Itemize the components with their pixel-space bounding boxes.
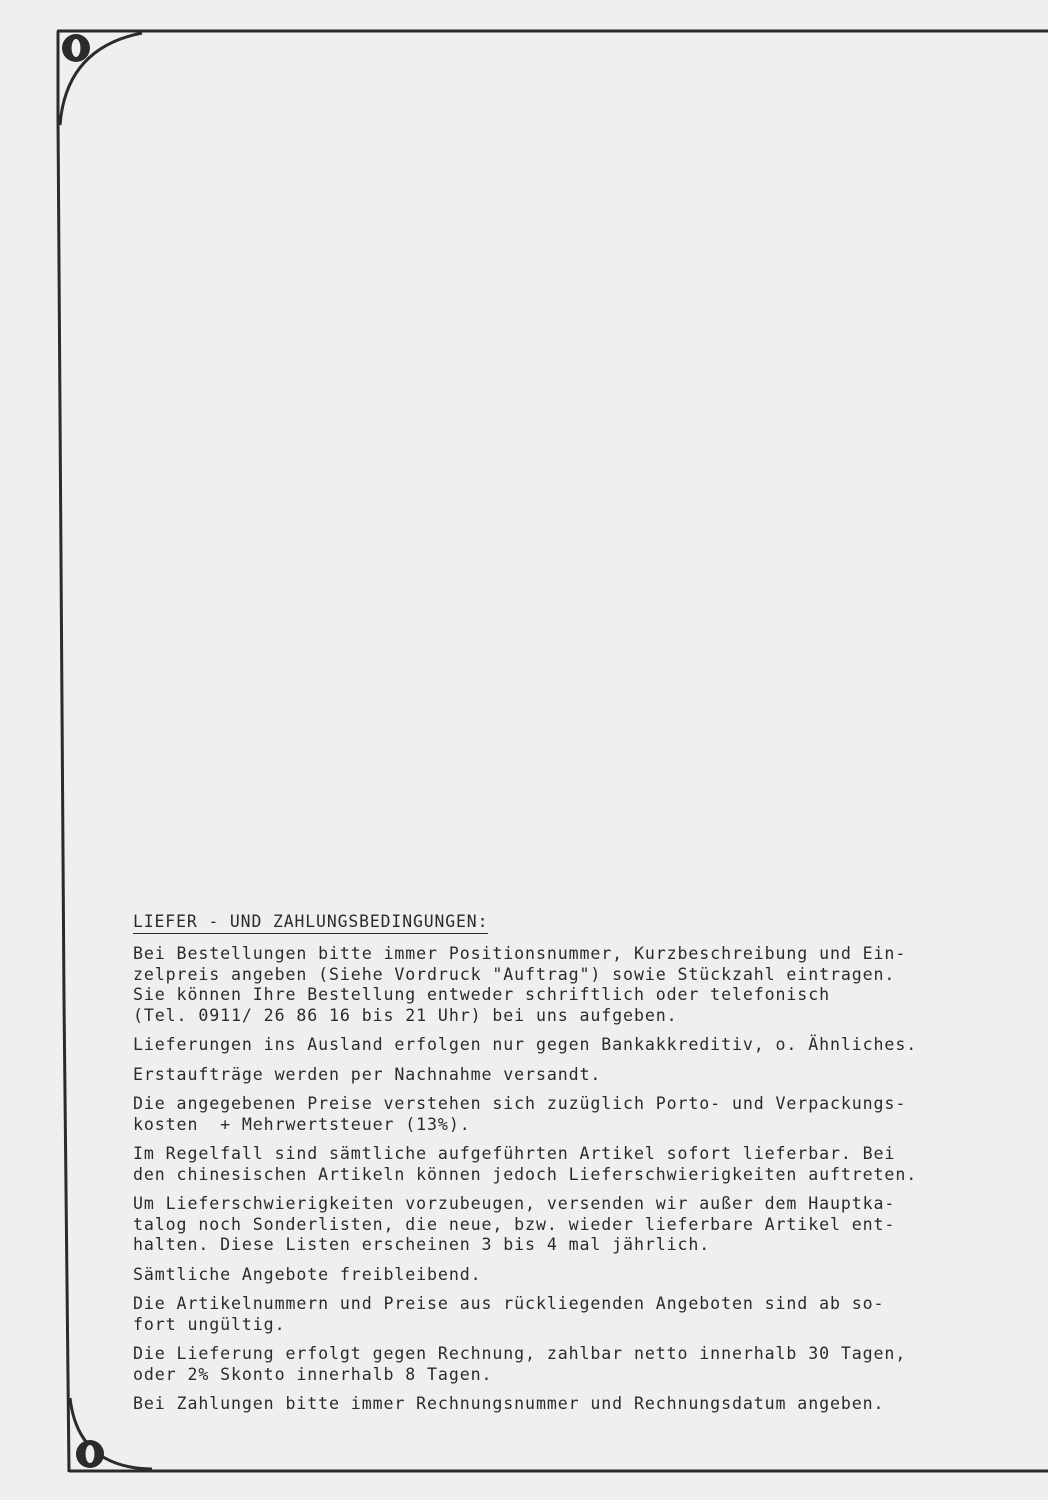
terms-line: talog noch Sonderlisten, die neue, bzw. wieder lieferbare Artikel ent- (133, 1214, 896, 1234)
terms-line: Erstaufträge werden per Nachnahme versandt. (133, 1064, 602, 1084)
terms-line: Sie können Ihre Bestellung entweder schriftlich oder telefonisch (133, 985, 830, 1004)
terms-line: oder 2% Skonto innerhalb 8 Tagen. (133, 1364, 493, 1384)
terms-line: Die Lieferung erfolgt gegen Rechnung, zahlbar netto innerhalb 30 Tagen, (133, 1344, 907, 1363)
terms-paragraph (133, 1144, 1013, 1185)
terms-paragraph (133, 1094, 1013, 1135)
terms-paragraph (133, 1394, 1013, 1415)
terms-paragraphs (133, 944, 1013, 1415)
terms-paragraph (133, 1035, 1013, 1056)
terms-heading: LIEFER - UND ZAHLUNGSBEDINGUNGEN: (133, 912, 488, 934)
terms-paragraph (133, 1065, 1013, 1086)
terms-line: Um Lieferschwierigkeiten vorzubeugen, versenden wir außer dem Hauptka- (133, 1194, 896, 1213)
terms-line: Im Regelfall sind sämtliche aufgeführten Artikel sofort lieferbar. Bei (133, 1144, 896, 1163)
terms-paragraph (133, 1194, 1013, 1256)
terms-section (133, 912, 1013, 1424)
terms-paragraph (133, 944, 1013, 1026)
terms-line: Die Artikelnummern und Preise aus rückliegenden Angeboten sind ab so- (133, 1294, 885, 1313)
terms-line: kosten + Mehrwertsteuer (13%). (133, 1114, 471, 1134)
terms-paragraph (133, 1265, 1013, 1286)
terms-line: (Tel. 0911/ 26 86 16 bis 21 Uhr) bei uns aufgeben. (133, 1005, 678, 1025)
terms-line: Bei Bestellungen bitte immer Positionsnummer, Kurzbeschreibung und Ein- (133, 944, 907, 963)
terms-line: den chinesischen Artikeln können jedoch Lieferschwierigkeiten auftreten. (133, 1164, 918, 1184)
terms-line: Sämtliche Angebote freibleibend. (133, 1264, 482, 1284)
corner-marks (62, 34, 104, 1468)
terms-line: halten. Diese Listen erscheinen 3 bis 4 mal jährlich. (133, 1235, 711, 1254)
terms-line: Lieferungen ins Ausland erfolgen nur gegen Bankakkreditiv, o. Ähnliches. (133, 1035, 918, 1054)
terms-line: fort ungültig. (133, 1314, 286, 1334)
terms-line: zelpreis angeben (Siehe Vordruck "Auftrag") sowie Stückzahl eintragen. (133, 964, 896, 984)
terms-line: Die angegebenen Preise verstehen sich zuzüglich Porto- und Verpackungs- (133, 1094, 907, 1113)
terms-paragraph (133, 1294, 1013, 1335)
terms-line: Bei Zahlungen bitte immer Rechnungsnummer und Rechnungsdatum angeben. (133, 1394, 885, 1413)
terms-paragraph (133, 1344, 1013, 1385)
